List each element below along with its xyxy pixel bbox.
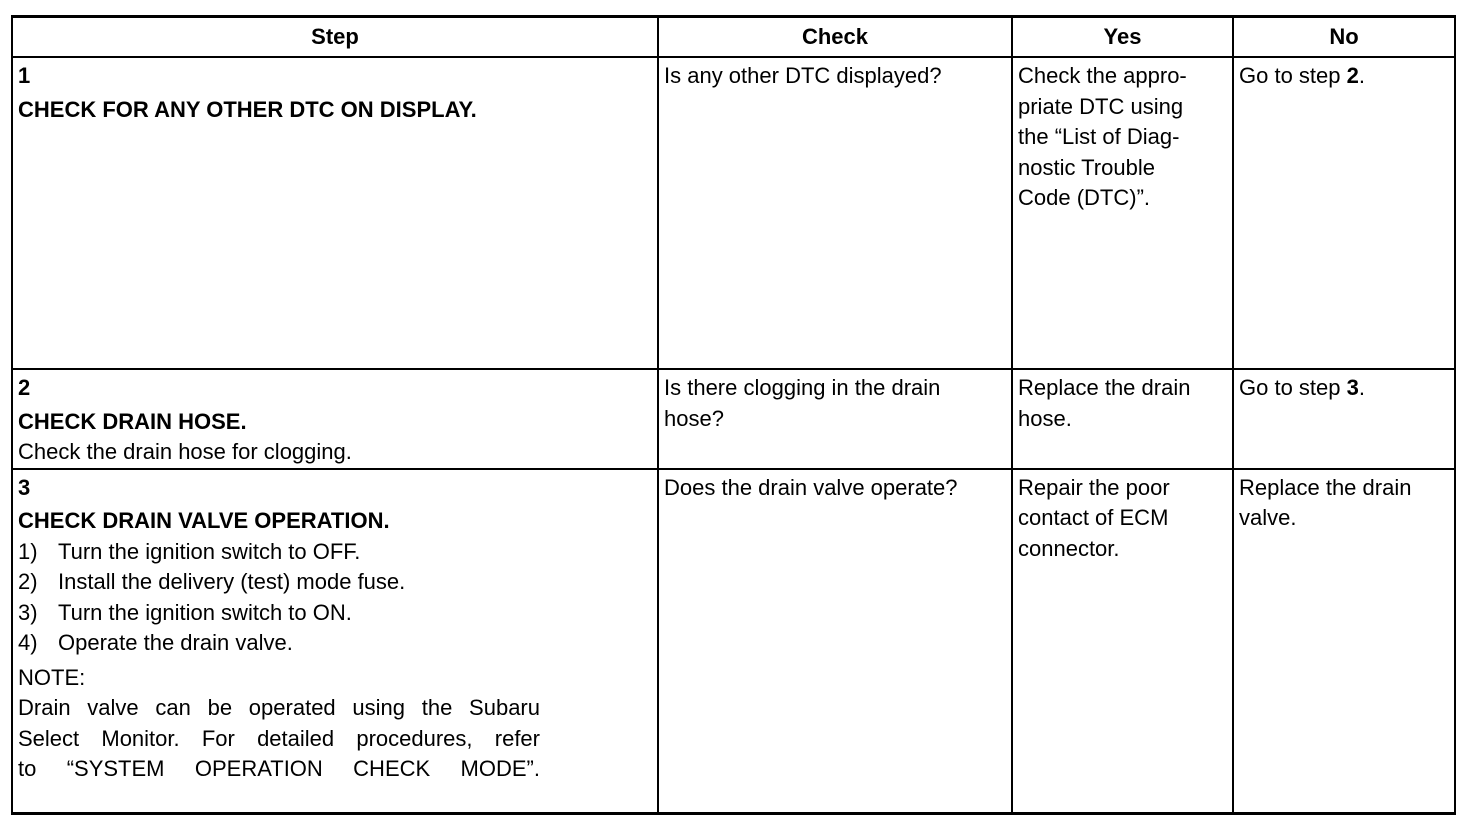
check-text: Does the drain valve operate? xyxy=(664,474,958,500)
no-prefix: Go to step xyxy=(1239,375,1347,400)
yes-line: nostic Trouble xyxy=(1018,154,1155,180)
yes-line: Replace the drain xyxy=(1018,375,1191,400)
no-suffix: . xyxy=(1358,63,1365,88)
header-yes: Yes xyxy=(1012,17,1233,58)
substep-text: Turn the ignition switch to ON. xyxy=(58,599,352,625)
header-step: Step xyxy=(12,17,658,58)
step-title: CHECK FOR ANY OTHER DTC ON DISPLAY. xyxy=(18,96,477,122)
yes-line: connector. xyxy=(1018,535,1120,561)
yes-cell xyxy=(1012,57,1233,369)
no-step-ref: 3 xyxy=(1346,375,1359,400)
no-line: Replace the drain xyxy=(1239,474,1412,500)
step-detail: Check the drain hose for clogging. xyxy=(18,439,352,464)
check-cell xyxy=(658,57,1012,369)
check-line: hose? xyxy=(664,405,724,431)
no-step-ref: 2 xyxy=(1346,63,1359,88)
yes-text xyxy=(1018,370,1227,434)
substep xyxy=(18,567,540,598)
step-body xyxy=(18,404,540,468)
yes-line: Check the appro- xyxy=(1018,63,1187,88)
header-row xyxy=(12,17,1455,58)
substep xyxy=(18,598,540,629)
no-cell xyxy=(1233,469,1455,814)
no-cell xyxy=(1233,57,1455,369)
yes-line: hose. xyxy=(1018,405,1072,431)
check-text: Is any other DTC displayed? xyxy=(664,63,942,88)
check-cell xyxy=(658,469,1012,814)
substep-index: 2) xyxy=(18,569,38,594)
yes-cell xyxy=(1012,469,1233,814)
diagnostic-table xyxy=(11,15,1456,815)
yes-line: the “List of Diag- xyxy=(1018,124,1180,149)
no-cell xyxy=(1233,369,1455,469)
step-title: CHECK DRAIN HOSE. xyxy=(18,408,247,434)
no-line: valve. xyxy=(1239,505,1297,530)
no-prefix: Go to step xyxy=(1239,63,1347,88)
yes-text xyxy=(1018,470,1227,565)
step-number: 1 xyxy=(18,63,31,88)
step-body xyxy=(18,92,540,126)
note-line: Drain valve can be operated using the Subaru xyxy=(18,695,540,720)
no-suffix: . xyxy=(1358,375,1365,400)
substep-text: Operate the drain valve. xyxy=(58,630,293,655)
header-check: Check xyxy=(658,17,1012,58)
no-text xyxy=(1239,370,1449,404)
step-number: 3 xyxy=(18,474,31,500)
check-cell xyxy=(658,369,1012,469)
substep-index: 3) xyxy=(18,599,38,625)
table-row xyxy=(12,369,1455,469)
step-cell xyxy=(12,469,658,814)
step-number: 2 xyxy=(18,375,31,400)
substep-text: Turn the ignition switch to OFF. xyxy=(58,538,361,564)
yes-text xyxy=(1018,58,1227,214)
step-body xyxy=(18,503,540,785)
step-title: CHECK DRAIN VALVE OPERATION. xyxy=(18,508,390,533)
substep xyxy=(18,537,540,568)
step-cell xyxy=(12,57,658,369)
note-line: to “SYSTEM OPERATION CHECK MODE”. xyxy=(18,756,540,781)
no-text xyxy=(1239,470,1449,534)
yes-cell xyxy=(1012,369,1233,469)
step-cell xyxy=(12,369,658,469)
note-line: Select Monitor. For detailed procedures, refer xyxy=(18,725,540,751)
no-text xyxy=(1239,58,1449,92)
check-line: Is there clogging in the drain xyxy=(664,375,941,400)
substep xyxy=(18,628,540,659)
header-no: No xyxy=(1233,17,1455,58)
check-text xyxy=(664,370,1006,434)
yes-line: priate DTC using xyxy=(1018,93,1184,119)
yes-line: contact of ECM xyxy=(1018,505,1169,530)
substep-text: Install the delivery (test) mode fuse. xyxy=(58,569,406,594)
note-heading: NOTE: xyxy=(18,664,86,690)
table-row xyxy=(12,57,1455,369)
substep-index: 1) xyxy=(18,538,38,564)
yes-line: Repair the poor xyxy=(1018,474,1170,500)
substep-index: 4) xyxy=(18,630,38,655)
table-row xyxy=(12,469,1455,814)
yes-line: Code (DTC)”. xyxy=(1018,185,1151,210)
